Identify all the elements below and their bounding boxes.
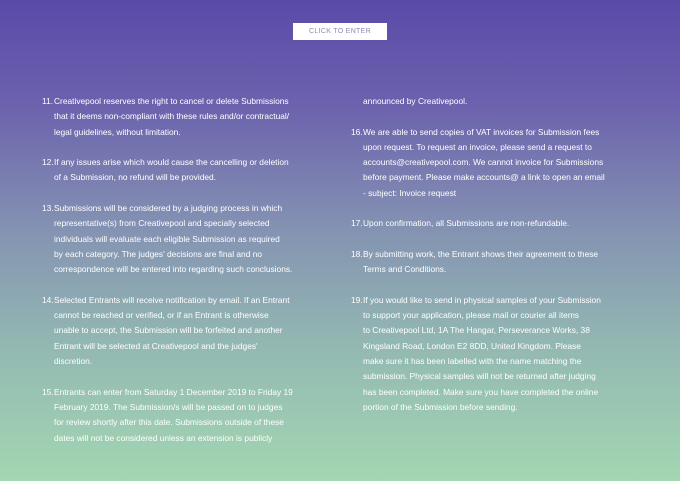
term-number: 12. (42, 157, 54, 168)
term-item-16 (351, 125, 651, 201)
term-line: portion of the Submission before sending. (363, 401, 518, 412)
term-line: of a Submission, no refund will be provided. (54, 172, 217, 183)
terms-column-left (42, 94, 342, 461)
term-line: Creativepool reserves the right to cancel or delete Submissions (54, 96, 289, 106)
term-line: upon request. To request an invoice, please send a request to (363, 141, 592, 152)
term-item-14 (42, 293, 342, 369)
term-line: to support your application, please mail or courier all items (363, 310, 579, 321)
term-continuation (351, 94, 651, 109)
term-line: before payment. Please make accounts@ a link to open an email (363, 172, 605, 183)
term-number: 15. (42, 386, 54, 397)
term-line: accounts@creativepool.com. We cannot invoice for Submissions (363, 157, 604, 168)
term-item-15 (42, 385, 342, 446)
term-line: If you would like to send in physical samples of your Submission (363, 294, 601, 305)
term-number: 16. (351, 126, 363, 137)
term-line: Upon confirmation, all Submissions are non-refundable. (363, 218, 570, 229)
term-item-17 (351, 216, 651, 231)
term-line: discretion. (54, 356, 93, 367)
terms-column-right (351, 94, 651, 431)
term-item-12 (42, 155, 342, 186)
term-line: Entrant will be selected at Creativepool and the judges' (54, 340, 258, 351)
term-line: make sure it has been labelled with the name matching the (363, 356, 582, 367)
term-number: 11. (42, 96, 54, 106)
term-line: to Creativepool Ltd, 1A The Hangar, Perseverance Works, 38 (363, 325, 590, 336)
term-line: by each category. The judges' decisions are final and no (54, 248, 263, 259)
term-line: Kingsland Road, London E2 8DD, United Kingdom. Please (363, 340, 581, 351)
term-line: for review shortly after this date. Submissions outside of these (54, 417, 284, 428)
term-line: - subject: Invoice request (363, 187, 457, 198)
term-line: submission. Physical samples will not be returned after judging (363, 371, 596, 382)
term-line: Submissions will be considered by a judging process in which (54, 203, 283, 214)
term-line: February 2019. The Submission/s will be passed on to judges (54, 401, 283, 412)
term-number: 14. (42, 294, 54, 305)
term-line: representative(s) from Creativepool and specially selected (54, 218, 270, 229)
term-line: We are able to send copies of VAT invoices for Submission fees (363, 126, 600, 137)
term-number: 18. (351, 248, 363, 259)
term-line: unable to accept, the Submission will be forfeited and another (54, 325, 283, 336)
term-line: cannot be reached or verified, or if an Entrant is otherwise (54, 310, 269, 321)
term-line: legal guidelines, without limitation. (54, 126, 181, 137)
term-line: If any issues arise which would cause the cancelling or deletion (54, 157, 289, 168)
term-line: Entrants can enter from Saturday 1 December 2019 to Friday 19 (54, 386, 293, 397)
term-line: dates will not be considered unless an extension is publicly (54, 432, 273, 443)
term-line: that it deems non-compliant with these rules and/or contractual/ (54, 111, 290, 122)
term-number: 17. (351, 218, 363, 229)
term-line: Selected Entrants will receive notification by email. If an Entrant (54, 294, 290, 305)
term-item-11 (42, 94, 342, 140)
term-line: Terms and Conditions. (363, 264, 447, 275)
term-line: individuals will evaluate each eligible Submission as required (54, 233, 280, 244)
term-line: By submitting work, the Entrant shows their agreement to these (363, 248, 599, 259)
term-item-18 (351, 247, 651, 278)
term-number: 19. (351, 294, 363, 305)
term-number: 13. (42, 203, 54, 214)
term-item-19 (351, 293, 651, 415)
term-line: correspondence will be entered into regarding such conclusions. (54, 264, 293, 275)
term-item-13 (42, 201, 342, 277)
term-line: has been completed. Make sure you have completed the online (363, 386, 599, 397)
term-line: announced by Creativepool. (363, 96, 468, 106)
click-to-enter-button[interactable]: CLICK TO ENTER (293, 23, 387, 40)
